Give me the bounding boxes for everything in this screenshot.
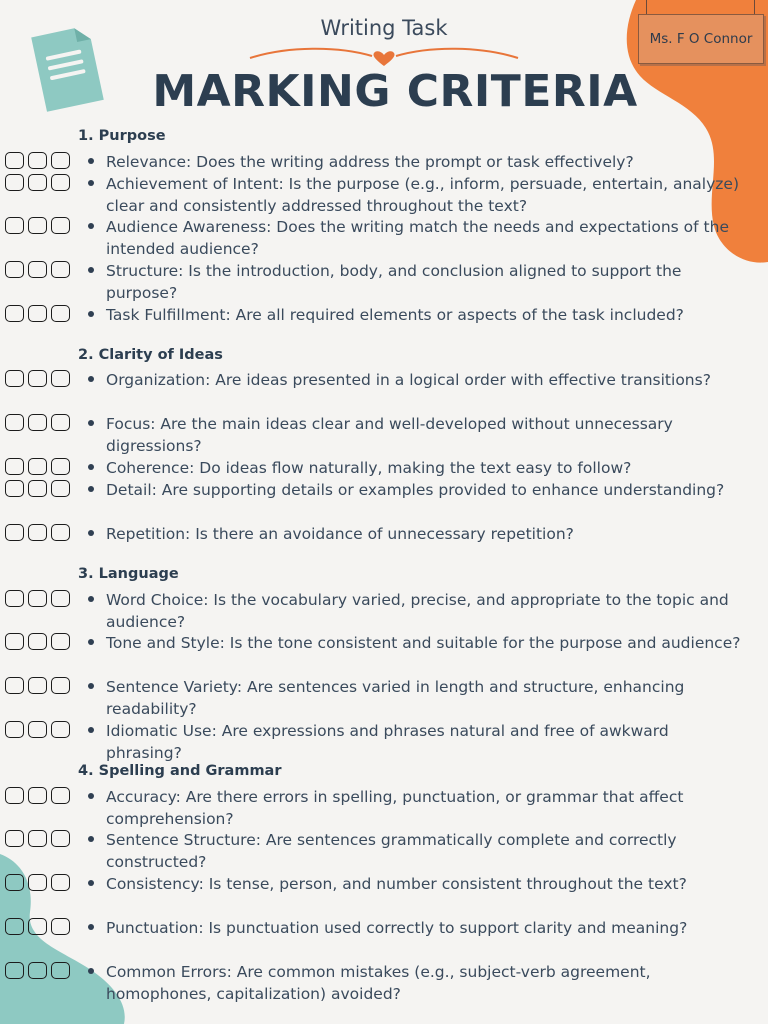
rating-checkbox-2[interactable] — [28, 480, 47, 497]
rating-checkbox-2[interactable] — [28, 414, 47, 431]
criterion-text: Common Errors: Are common mistakes (e.g., subject-verb agreement, homophones, capitalization) avoided? — [106, 963, 651, 1003]
rating-checkboxes — [5, 787, 70, 804]
rating-checkbox-3[interactable] — [51, 721, 70, 738]
rating-checkbox-1[interactable] — [5, 677, 24, 694]
criterion-text: Structure: Is the introduction, body, and conclusion aligned to support the purpose? — [106, 262, 682, 302]
rating-checkbox-3[interactable] — [51, 458, 70, 475]
bullet-icon — [88, 223, 94, 229]
criterion-text: Consistency: Is tense, person, and number consistent throughout the text? — [106, 875, 687, 893]
rating-checkboxes — [5, 677, 70, 694]
rating-checkboxes — [5, 305, 70, 322]
bullet-icon — [88, 530, 94, 536]
rating-checkbox-3[interactable] — [51, 677, 70, 694]
bullet-icon — [88, 793, 94, 799]
bullet-icon — [88, 836, 94, 842]
bullet-icon — [88, 683, 94, 689]
rating-checkbox-3[interactable] — [51, 633, 70, 650]
rating-checkbox-1[interactable] — [5, 370, 24, 387]
criterion-text: Achievement of Intent: Is the purpose (e.g., inform, persuade, entertain, analyze) clear and consistently addressed throughout the text? — [106, 175, 740, 215]
criterion-text: Idiomatic Use: Are expressions and phrases natural and free of awkward phrasing? — [106, 722, 669, 762]
bullet-icon — [88, 180, 94, 186]
criterion-text: Tone and Style: Is the tone consistent and suitable for the purpose and audience? — [106, 634, 741, 652]
rating-checkbox-1[interactable] — [5, 152, 24, 169]
rating-checkboxes — [5, 480, 70, 497]
rating-checkbox-2[interactable] — [28, 152, 47, 169]
rating-checkbox-3[interactable] — [51, 962, 70, 979]
rating-checkbox-2[interactable] — [28, 633, 47, 650]
rating-checkbox-1[interactable] — [5, 787, 24, 804]
rating-checkbox-1[interactable] — [5, 830, 24, 847]
rating-checkbox-1[interactable] — [5, 633, 24, 650]
bullet-icon — [88, 639, 94, 645]
rating-checkbox-1[interactable] — [5, 721, 24, 738]
rating-checkbox-2[interactable] — [28, 918, 47, 935]
rating-checkbox-1[interactable] — [5, 524, 24, 541]
rating-checkbox-1[interactable] — [5, 480, 24, 497]
page-subtitle: Writing Task — [320, 16, 448, 40]
rating-checkboxes — [5, 261, 70, 278]
rating-checkbox-2[interactable] — [28, 174, 47, 191]
teacher-name-sign — [632, 0, 768, 70]
section-heading-spelling-and-grammar: 4. Spelling and Grammar — [78, 763, 282, 779]
rating-checkbox-3[interactable] — [51, 480, 70, 497]
rating-checkbox-2[interactable] — [28, 677, 47, 694]
criterion-text: Organization: Are ideas presented in a logical order with effective transitions? — [106, 371, 711, 389]
criterion-text: Punctuation: Is punctuation used correctly to support clarity and meaning? — [106, 919, 688, 937]
criterion-text: Sentence Variety: Are sentences varied in length and structure, enhancing readability? — [106, 678, 685, 718]
rating-checkbox-1[interactable] — [5, 590, 24, 607]
rating-checkbox-1[interactable] — [5, 217, 24, 234]
bullet-icon — [88, 880, 94, 886]
rating-checkboxes — [5, 217, 70, 234]
rating-checkbox-3[interactable] — [51, 414, 70, 431]
bullet-icon — [88, 376, 94, 382]
rating-checkboxes — [5, 458, 70, 475]
bullet-icon — [88, 311, 94, 317]
rating-checkboxes — [5, 590, 70, 607]
criterion-text: Accuracy: Are there errors in spelling, punctuation, or grammar that affect comprehension? — [106, 788, 684, 828]
bullet-icon — [88, 420, 94, 426]
rating-checkboxes — [5, 918, 70, 935]
rating-checkbox-3[interactable] — [51, 874, 70, 891]
bullet-icon — [88, 267, 94, 273]
rating-checkboxes — [5, 174, 70, 191]
criterion-text: Relevance: Does the writing address the prompt or task effectively? — [106, 153, 634, 171]
rating-checkbox-3[interactable] — [51, 152, 70, 169]
rating-checkbox-3[interactable] — [51, 261, 70, 278]
rating-checkbox-3[interactable] — [51, 524, 70, 541]
rating-checkbox-1[interactable] — [5, 261, 24, 278]
rating-checkbox-1[interactable] — [5, 962, 24, 979]
criterion-text: Sentence Structure: Are sentences grammatically complete and correctly constructed? — [106, 831, 677, 871]
rating-checkbox-3[interactable] — [51, 305, 70, 322]
rating-checkbox-3[interactable] — [51, 217, 70, 234]
criterion-text: Task Fulfillment: Are all required elements or aspects of the task included? — [106, 306, 684, 324]
criterion-text: Detail: Are supporting details or examples provided to enhance understanding? — [106, 481, 725, 499]
rating-checkboxes — [5, 830, 70, 847]
rating-checkbox-1[interactable] — [5, 918, 24, 935]
rating-checkboxes — [5, 633, 70, 650]
rating-checkbox-1[interactable] — [5, 458, 24, 475]
rating-checkbox-3[interactable] — [51, 830, 70, 847]
criterion-text: Coherence: Do ideas flow naturally, making the text easy to follow? — [106, 459, 632, 477]
bullet-icon — [88, 924, 94, 930]
rating-checkboxes — [5, 414, 70, 431]
bullet-icon — [88, 727, 94, 733]
bullet-icon — [88, 596, 94, 602]
bullet-icon — [88, 464, 94, 470]
rating-checkbox-2[interactable] — [28, 217, 47, 234]
rating-checkbox-2[interactable] — [28, 874, 47, 891]
rating-checkbox-2[interactable] — [28, 787, 47, 804]
bullet-icon — [88, 158, 94, 164]
rating-checkboxes — [5, 962, 70, 979]
rating-checkbox-1[interactable] — [5, 174, 24, 191]
teacher-name: Ms. F O Connor — [638, 14, 764, 64]
rating-checkboxes — [5, 152, 70, 169]
rating-checkbox-2[interactable] — [28, 370, 47, 387]
criterion-text: Audience Awareness: Does the writing match the needs and expectations of the intended audience? — [106, 218, 729, 258]
rating-checkbox-2[interactable] — [28, 590, 47, 607]
criterion-text: Repetition: Is there an avoidance of unnecessary repetition? — [106, 525, 574, 543]
rating-checkbox-2[interactable] — [28, 261, 47, 278]
rating-checkbox-2[interactable] — [28, 721, 47, 738]
rating-checkbox-1[interactable] — [5, 414, 24, 431]
rating-checkbox-1[interactable] — [5, 874, 24, 891]
rating-checkboxes — [5, 721, 70, 738]
rating-checkbox-3[interactable] — [51, 174, 70, 191]
criterion-text: Word Choice: Is the vocabulary varied, precise, and appropriate to the topic and audience? — [106, 591, 729, 631]
rating-checkbox-2[interactable] — [28, 305, 47, 322]
rating-checkbox-3[interactable] — [51, 590, 70, 607]
rating-checkboxes — [5, 874, 70, 891]
rating-checkbox-3[interactable] — [51, 787, 70, 804]
page-title: MARKING CRITERIA — [152, 66, 638, 117]
rating-checkboxes — [5, 370, 70, 387]
rating-checkbox-2[interactable] — [28, 524, 47, 541]
rating-checkboxes — [5, 524, 70, 541]
rating-checkbox-3[interactable] — [51, 918, 70, 935]
section-heading-language: 3. Language — [78, 566, 179, 582]
section-heading-clarity-of-ideas: 2. Clarity of Ideas — [78, 347, 223, 363]
bullet-icon — [88, 968, 94, 974]
rating-checkbox-2[interactable] — [28, 830, 47, 847]
rating-checkbox-2[interactable] — [28, 458, 47, 475]
bullet-icon — [88, 486, 94, 492]
criterion-text: Focus: Are the main ideas clear and well-developed without unnecessary digressions? — [106, 415, 673, 455]
section-heading-purpose: 1. Purpose — [78, 128, 166, 144]
rating-checkbox-1[interactable] — [5, 305, 24, 322]
rating-checkbox-3[interactable] — [51, 370, 70, 387]
rating-checkbox-2[interactable] — [28, 962, 47, 979]
